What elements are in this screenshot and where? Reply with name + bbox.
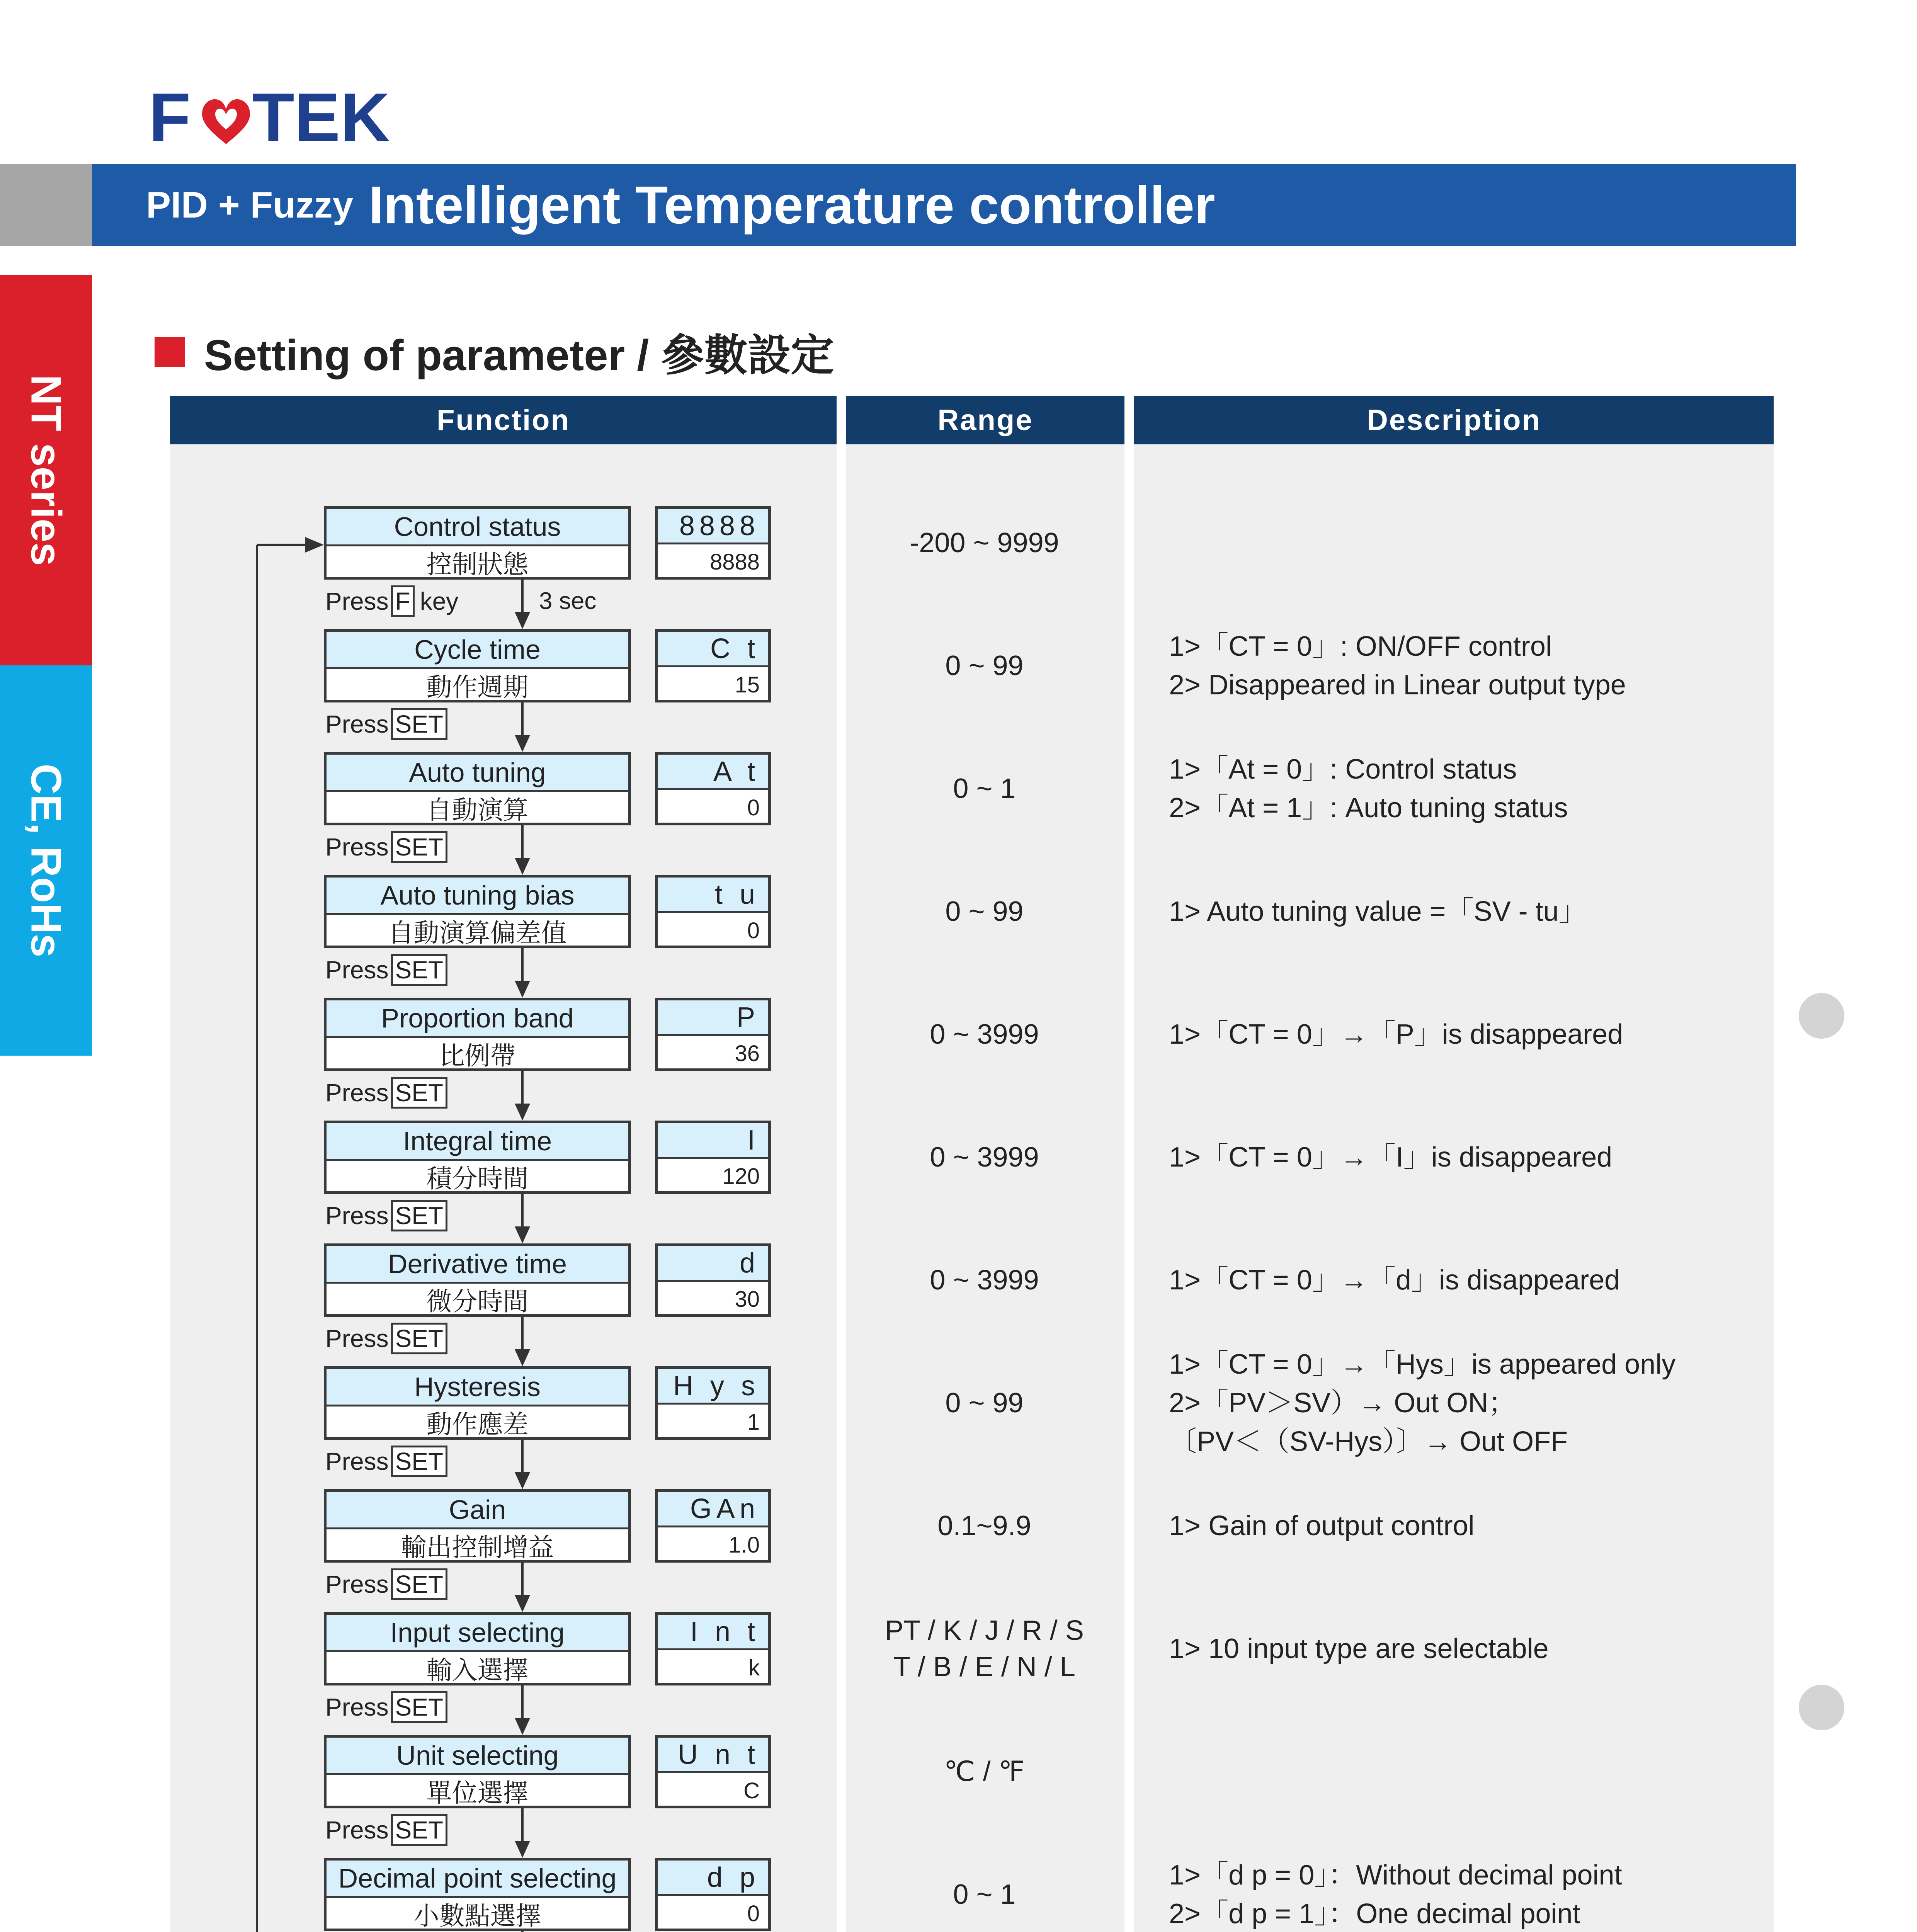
page-title: Intelligent Temperature controller xyxy=(369,175,1215,235)
range-value xyxy=(842,893,1126,930)
function-name-chinese: 控制狀態 xyxy=(426,549,529,578)
section-title: Setting of parameter / 參數設定 xyxy=(204,331,834,379)
display-value: 8888 xyxy=(709,549,760,575)
description-line: 2>「At = 1」: Auto tuning status xyxy=(1169,793,1568,823)
function-name: Control status xyxy=(327,509,628,546)
range-line: 0 ~ 1 xyxy=(953,773,1016,804)
display-code: I xyxy=(658,1123,768,1159)
description-text xyxy=(1169,1261,1779,1299)
display-value: k xyxy=(748,1655,760,1680)
function-name: Hysteresis xyxy=(327,1369,628,1406)
display-code: P xyxy=(658,1000,768,1036)
press-text: Press xyxy=(325,1693,389,1721)
description-line: 1>「CT = 0」: ON/OFF control xyxy=(1169,631,1552,662)
function-name: Proportion band xyxy=(327,1000,628,1038)
set-key[interactable]: SET xyxy=(391,1691,447,1723)
down-arrow-icon xyxy=(515,1472,530,1489)
range-value xyxy=(842,1876,1126,1913)
function-box xyxy=(324,752,631,825)
description-line: 1>「CT = 0」→「d」is disappeared xyxy=(1169,1265,1620,1296)
press-text: Press xyxy=(325,1325,389,1352)
description-line: 1>「CT = 0」→「I」is disappeared xyxy=(1169,1142,1613,1173)
set-key[interactable]: SET xyxy=(391,954,447,986)
display-value: C xyxy=(743,1778,760,1803)
function-box xyxy=(324,1366,631,1440)
function-box xyxy=(324,1858,631,1931)
function-name-chinese: 動作週期 xyxy=(426,672,529,701)
function-name: Auto tuning bias xyxy=(327,878,628,915)
description-text xyxy=(1169,1138,1779,1177)
description-line: 〔PV＜（SV-Hys）〕→ Out OFF xyxy=(1169,1426,1568,1457)
range-line: T / B / E / N / L xyxy=(893,1651,1075,1682)
function-name-chinese: 自動演算偏差值 xyxy=(388,918,567,947)
press-instruction xyxy=(325,954,447,986)
function-box xyxy=(324,1243,631,1317)
description-line: 1> 10 input type are selectable xyxy=(1169,1633,1549,1664)
f-key[interactable]: F xyxy=(391,585,415,617)
press-text: Press xyxy=(325,956,389,984)
description-line: 1>「CT = 0」→「Hys」is appeared only xyxy=(1169,1349,1676,1380)
down-arrow-icon xyxy=(515,1841,530,1858)
press-text: Press xyxy=(325,587,389,615)
display-value: 1.0 xyxy=(728,1532,760,1558)
description-line: 1>「d p = 0」：Without decimal point xyxy=(1169,1860,1622,1891)
set-key[interactable]: SET xyxy=(391,1568,447,1600)
set-key[interactable]: SET xyxy=(391,1077,447,1109)
range-line: 0 ~ 99 xyxy=(945,650,1024,681)
description-text xyxy=(1169,1015,1779,1054)
display-box xyxy=(655,629,771,702)
display-code: U n t xyxy=(658,1738,768,1773)
display-value: 1 xyxy=(747,1409,760,1435)
range-value xyxy=(842,1016,1126,1053)
cert-label: CE, RoHs xyxy=(22,764,70,957)
range-line: PT / K / J / R / S xyxy=(885,1615,1084,1646)
range-value xyxy=(842,525,1126,561)
function-name-chinese: 輸入選擇 xyxy=(426,1655,529,1684)
display-value: 30 xyxy=(735,1286,760,1312)
set-key[interactable]: SET xyxy=(391,1323,447,1354)
description-line: 1>「At = 0」: Control status xyxy=(1169,754,1517,785)
description-line: 2> Disappeared in Linear output type xyxy=(1169,670,1626,701)
function-name: Cycle time xyxy=(327,632,628,669)
range-value xyxy=(842,1612,1126,1685)
display-box xyxy=(655,752,771,825)
range-value xyxy=(842,1262,1126,1298)
down-arrow-icon xyxy=(515,981,530,998)
press-instruction xyxy=(325,1445,447,1478)
display-value: 0 xyxy=(747,918,760,943)
key-suffix: key xyxy=(420,587,459,615)
press-text: Press xyxy=(325,1447,389,1475)
display-code: H y s xyxy=(658,1369,768,1405)
press-instruction xyxy=(325,831,447,863)
press-instruction xyxy=(325,1199,447,1232)
description-line: 2>「d p = 1」：One decimal point xyxy=(1169,1898,1580,1929)
press-instruction xyxy=(325,1322,447,1355)
series-label: NT series xyxy=(22,374,70,566)
range-line: 0 ~ 3999 xyxy=(930,1142,1039,1173)
hold-duration: 3 sec xyxy=(539,588,597,614)
logo-letters-tek: TEK xyxy=(252,83,390,151)
display-code: 8888 xyxy=(658,509,768,544)
display-box xyxy=(655,998,771,1071)
description-text xyxy=(1169,1345,1779,1461)
range-line: ℃ / ℉ xyxy=(944,1756,1025,1787)
down-arrow-icon xyxy=(515,1226,530,1243)
display-code: t u xyxy=(658,878,768,913)
press-instruction xyxy=(325,1077,447,1109)
down-arrow-icon xyxy=(515,858,530,875)
function-name: Decimal point selecting xyxy=(327,1861,628,1898)
down-arrow-icon xyxy=(515,1718,530,1735)
range-value xyxy=(842,1753,1126,1790)
down-arrow-icon xyxy=(515,612,530,629)
range-line: 0 ~ 1 xyxy=(953,1879,1016,1910)
set-key[interactable]: SET xyxy=(391,831,447,863)
press-text: Press xyxy=(325,1570,389,1598)
press-instruction xyxy=(325,585,458,617)
description-line: 1> Auto tuning value =「SV - tu」 xyxy=(1169,896,1587,927)
press-text: Press xyxy=(325,1816,389,1844)
function-name: Gain xyxy=(327,1492,628,1529)
display-code: GAn xyxy=(658,1492,768,1527)
function-box xyxy=(324,1735,631,1808)
range-line: 0 ~ 99 xyxy=(945,896,1024,927)
function-name: Integral time xyxy=(327,1123,628,1161)
range-header: Range xyxy=(846,396,1124,444)
display-code: d xyxy=(658,1246,768,1282)
display-box xyxy=(655,1612,771,1685)
function-name-chinese: 小數點選擇 xyxy=(413,1901,541,1930)
display-value: 15 xyxy=(735,672,760,697)
range-value xyxy=(842,1508,1126,1544)
description-text xyxy=(1169,892,1779,931)
press-instruction xyxy=(325,1691,447,1723)
logo-letter-f: F xyxy=(149,83,191,151)
function-name-chinese: 輸出控制增益 xyxy=(401,1532,554,1561)
description-header: Description xyxy=(1134,396,1774,444)
description-line: 2>「PV＞SV）→ Out ON； xyxy=(1169,1388,1516,1418)
display-box xyxy=(655,1735,771,1808)
display-box xyxy=(655,506,771,580)
display-box xyxy=(655,1366,771,1440)
display-code: C t xyxy=(658,632,768,667)
description-line: 1>「CT = 0」→「P」is disappeared xyxy=(1169,1019,1623,1050)
range-line: 0 ~ 3999 xyxy=(930,1265,1039,1296)
display-value: 120 xyxy=(722,1163,760,1189)
description-text xyxy=(1169,750,1779,827)
right-arrow-icon xyxy=(305,537,324,553)
range-value xyxy=(842,1385,1126,1421)
description-line: 1> Gain of output control xyxy=(1169,1510,1475,1541)
down-arrow-icon xyxy=(515,1104,530,1121)
display-value: 0 xyxy=(747,795,760,820)
set-key[interactable]: SET xyxy=(391,1814,447,1846)
function-box xyxy=(324,629,631,702)
press-instruction xyxy=(325,1814,447,1846)
display-box xyxy=(655,1121,771,1194)
display-code: d p xyxy=(658,1861,768,1896)
function-name-chinese: 比例帶 xyxy=(439,1041,516,1070)
display-code: I n t xyxy=(658,1615,768,1650)
set-key[interactable]: SET xyxy=(391,1200,447,1231)
description-text xyxy=(1169,627,1779,704)
range-line: -200 ~ 9999 xyxy=(910,527,1059,558)
press-instruction xyxy=(325,1568,447,1600)
function-box xyxy=(324,506,631,580)
function-box xyxy=(324,1489,631,1563)
display-value: 0 xyxy=(747,1901,760,1926)
down-arrow-icon xyxy=(515,735,530,752)
range-value xyxy=(842,770,1126,807)
range-value xyxy=(842,1139,1126,1175)
range-line: 0 ~ 3999 xyxy=(930,1019,1039,1050)
range-line: 0 ~ 99 xyxy=(945,1388,1024,1418)
function-name: Auto tuning xyxy=(327,755,628,792)
function-box xyxy=(324,1121,631,1194)
description-text xyxy=(1169,1629,1779,1668)
press-instruction xyxy=(325,708,447,740)
display-code: A t xyxy=(658,755,768,790)
title-prefix: PID + Fuzzy xyxy=(146,184,354,226)
function-box xyxy=(324,1612,631,1685)
display-value: 36 xyxy=(735,1041,760,1066)
down-arrow-icon xyxy=(515,1349,530,1366)
set-key[interactable]: SET xyxy=(391,708,447,740)
press-text: Press xyxy=(325,710,389,738)
display-box xyxy=(655,1243,771,1317)
press-text: Press xyxy=(325,833,389,861)
function-name-chinese: 微分時間 xyxy=(426,1287,529,1316)
function-header: Function xyxy=(170,396,837,444)
press-text: Press xyxy=(325,1202,389,1230)
display-box xyxy=(655,1858,771,1931)
display-box xyxy=(655,1489,771,1563)
function-box xyxy=(324,998,631,1071)
press-text: Press xyxy=(325,1079,389,1107)
punch-hole-bottom xyxy=(1799,1685,1844,1730)
function-name-chinese: 單位選擇 xyxy=(426,1778,529,1807)
function-name: Input selecting xyxy=(327,1615,628,1652)
function-name-chinese: 自動演算 xyxy=(426,795,529,824)
function-box xyxy=(324,875,631,948)
function-name-chinese: 積分時間 xyxy=(426,1164,529,1193)
range-line: 0.1~9.9 xyxy=(937,1510,1031,1541)
function-name: Unit selecting xyxy=(327,1738,628,1775)
function-name: Derivative time xyxy=(327,1246,628,1284)
display-box xyxy=(655,875,771,948)
down-arrow-icon xyxy=(515,1595,530,1612)
description-text xyxy=(1169,1507,1779,1545)
punch-hole-top xyxy=(1799,993,1844,1039)
range-value xyxy=(842,648,1126,684)
function-name-chinese: 動作應差 xyxy=(426,1410,529,1439)
set-key[interactable]: SET xyxy=(391,1446,447,1477)
description-text xyxy=(1169,1856,1779,1932)
